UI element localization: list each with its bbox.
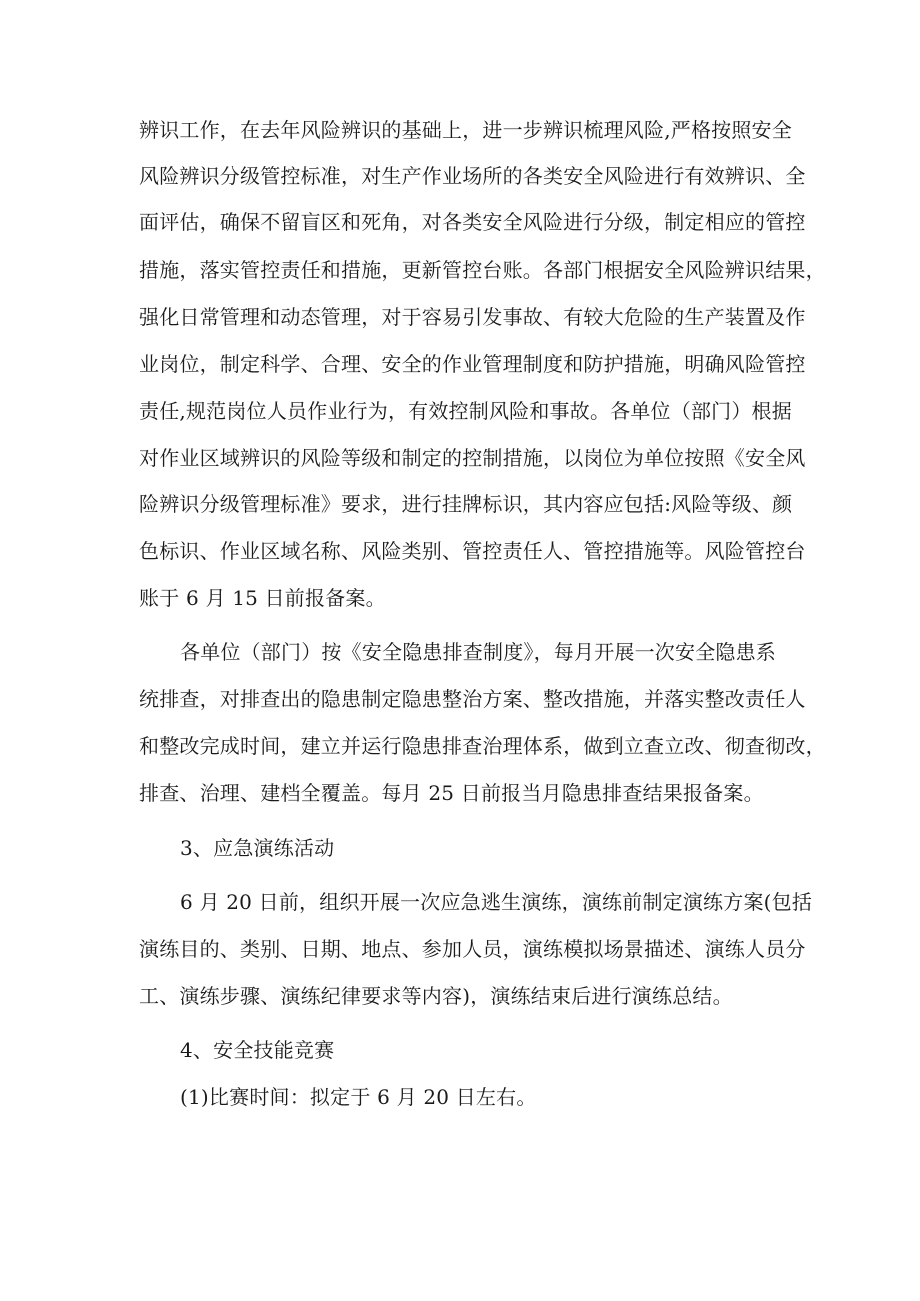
- list-item-competition-time: (1)比赛时间：拟定于 6 月 20 日左右。: [180, 1085, 537, 1109]
- paragraph-3-line-3: 工、演练步骤、演练纪律要求等内容)，演练结束后进行演练总结。: [139, 984, 733, 1008]
- paragraph-2-line-2: 统排查，对排查出的隐患制定隐患整治方案、整改措施，并落实整改责任人: [139, 687, 806, 711]
- paragraph-1-line-2: 风险辨识分级管控标准，对生产作业场所的各类安全风险进行有效辨识、全: [139, 164, 806, 188]
- paragraph-1-line-10: 色标识、作业区域名称、风险类别、管控责任人、管控措施等。风险管控台: [139, 539, 806, 563]
- paragraph-2-line-1: 各单位（部门）按《安全隐患排查制度》，每月开展一次安全隐患系: [180, 640, 776, 664]
- paragraph-1-line-4: 措施，落实管控责任和措施，更新管控台账。各部门根据安全风险辨识结果，: [139, 258, 826, 282]
- paragraph-1-line-7: 责任,规范岗位人员作业行为，有效控制风险和事故。各单位（部门）根据: [139, 399, 792, 423]
- paragraph-1-line-11: 账于 6 月 15 日前报备案。: [139, 586, 386, 610]
- paragraph-2-line-3: 和整改完成时间，建立并运行隐患排查治理体系，做到立查立改、彻查彻改，: [139, 734, 826, 758]
- paragraph-3-line-1: 6 月 20 日前，组织开展一次应急逃生演练，演练前制定演练方案(包括: [180, 890, 813, 914]
- paragraph-1-line-3: 面评估，确保不留盲区和死角，对各类安全风险进行分级，制定相应的管控: [139, 210, 806, 234]
- paragraph-1-line-1: 辨识工作，在去年风险辨识的基础上，进一步辨识梳理风险,严格按照安全: [139, 118, 792, 142]
- paragraph-2-line-4: 排查、治理、建档全覆盖。每月 25 日前报当月隐患排查结果报备案。: [139, 781, 764, 805]
- section-heading-3: 3、应急演练活动: [180, 836, 335, 860]
- paragraph-1-line-8: 对作业区域辨识的风险等级和制定的控制措施，以岗位为单位按照《安全风: [139, 446, 806, 470]
- paragraph-1-line-6: 业岗位，制定科学、合理、安全的作业管理制度和防护措施，明确风险管控: [139, 352, 806, 376]
- paragraph-1-line-9: 险辨识分级管理标准》要求，进行挂牌标识，其内容应包括:风险等级、颜: [139, 492, 793, 516]
- paragraph-1-line-5: 强化日常管理和动态管理，对于容易引发事故、有较大危险的生产装置及作: [139, 305, 806, 329]
- paragraph-3-line-2: 演练目的、类别、日期、地点、参加人员，演练模拟场景描述、演练人员分: [139, 937, 806, 961]
- section-heading-4: 4、安全技能竞赛: [180, 1038, 335, 1062]
